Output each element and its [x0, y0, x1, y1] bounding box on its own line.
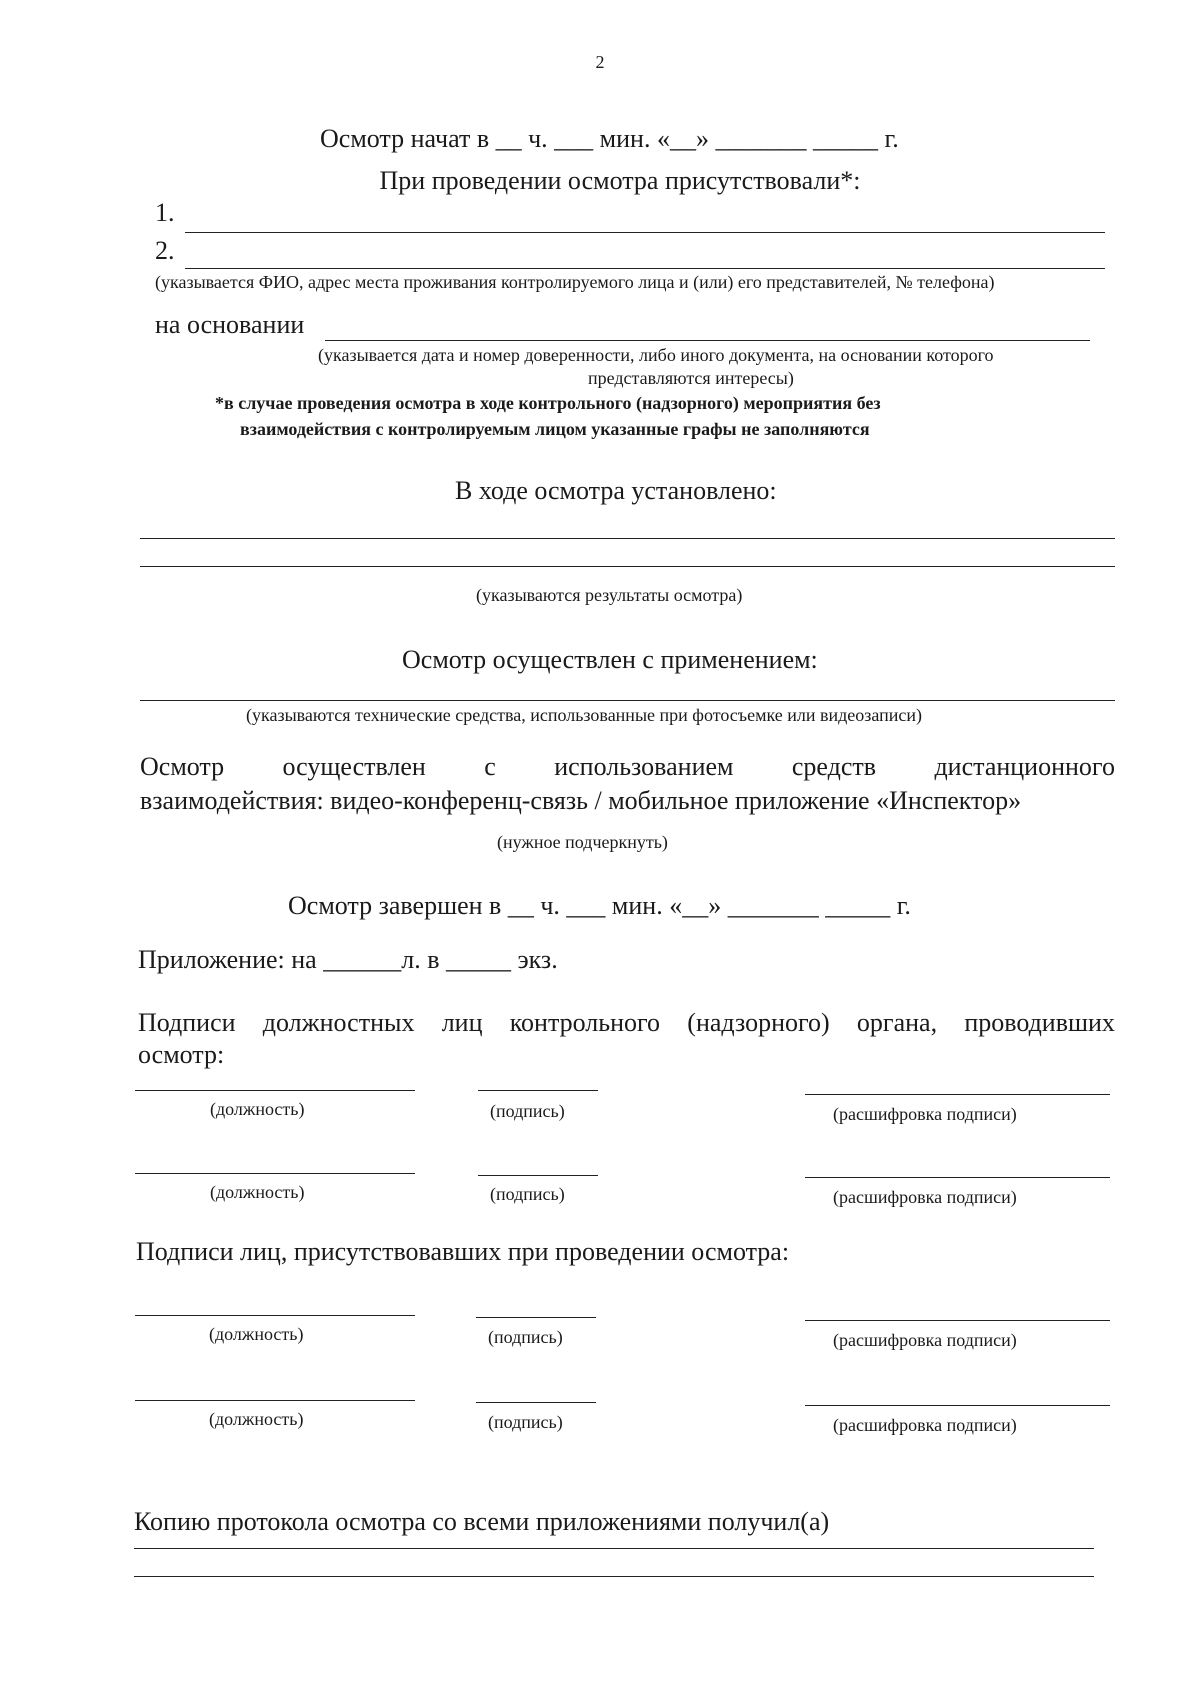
officials-heading-word: Подписи [138, 1008, 236, 1037]
attendee-1-position-label: (должность) [209, 1324, 304, 1344]
attendees-heading: Подписи лиц, присутствовавших при проведении осмотра: [136, 1237, 790, 1266]
official-2-signature-label: (подпись) [490, 1184, 565, 1204]
basis-label: на основании [155, 310, 305, 339]
officials-heading-word: (надзорного) [687, 1008, 830, 1037]
results-line-2 [140, 566, 1115, 567]
remote-note: (нужное подчеркнуть) [497, 832, 668, 852]
remote-word: средств [791, 752, 877, 781]
present-item-2-line [185, 268, 1105, 269]
equipment-note: (указываются технические средства, использованные при фотосъемке или видеозаписи) [246, 705, 923, 725]
present-item-1-number: 1. [155, 198, 175, 227]
copy-received-line-1 [134, 1548, 1094, 1549]
attendee-1-decoding-line [805, 1320, 1110, 1321]
results-heading: В ходе осмотра установлено: [455, 476, 777, 505]
page-number: 2 [595, 52, 605, 72]
official-1-position-label: (должность) [210, 1099, 305, 1119]
results-line-1 [140, 538, 1115, 539]
attendee-1-position-line [135, 1315, 415, 1316]
start-time-line: Осмотр начат в __ ч. ___ мин. «__» _______ _____ г. [320, 124, 899, 153]
attendee-2-position-label: (должность) [209, 1409, 304, 1429]
remote-word: Осмотр [140, 752, 225, 781]
official-1-decoding-label: (расшифровка подписи) [833, 1104, 1017, 1124]
end-time-line: Осмотр завершен в __ ч. ___ мин. «__» _______ _____ г. [288, 891, 911, 920]
basis-note-line1: (указывается дата и номер доверенности, либо иного документа, на основании которого [318, 345, 994, 365]
officials-heading-line2: осмотр: [138, 1040, 225, 1069]
official-2-signature-line [478, 1175, 598, 1176]
official-2-decoding-line [805, 1177, 1110, 1178]
officials-heading-word: органа, [856, 1008, 938, 1037]
attendee-2-signature-line [476, 1402, 596, 1403]
official-1-signature-line [478, 1090, 598, 1091]
officials-heading-line1 [138, 1008, 1115, 1038]
official-1-decoding-line [805, 1094, 1110, 1095]
equipment-heading: Осмотр осуществлен с применением: [402, 645, 818, 674]
present-item-2-number: 2. [155, 236, 175, 265]
attendee-2-position-line [135, 1400, 415, 1401]
attendee-2-signature-label: (подпись) [488, 1412, 563, 1432]
official-2-position-line [135, 1173, 415, 1174]
officials-heading-word: проводивших [964, 1008, 1115, 1037]
officials-heading-word: должностных [262, 1008, 415, 1037]
remote-line1 [140, 752, 1115, 782]
present-heading: При проведении осмотра присутствовали*: [379, 166, 861, 195]
footnote-line1: *в случае проведения осмотра в ходе контрольного (надзорного) мероприятия без [215, 393, 881, 413]
attendee-2-decoding-label: (расшифровка подписи) [833, 1415, 1017, 1435]
attendee-1-signature-label: (подпись) [488, 1327, 563, 1347]
officials-heading-word: контрольного [509, 1008, 661, 1037]
copy-received-line-2 [134, 1576, 1094, 1577]
attendee-1-decoding-label: (расшифровка подписи) [833, 1330, 1017, 1350]
remote-line2: взаимодействия: видео-конференц-связь / мобильное приложение «Инспектор» [140, 786, 1022, 815]
remote-word: использованием [554, 752, 734, 781]
official-1-signature-label: (подпись) [490, 1101, 565, 1121]
official-1-position-line [135, 1090, 415, 1091]
attendee-2-decoding-line [805, 1405, 1110, 1406]
remote-word: с [484, 752, 496, 781]
present-item-1-line [185, 232, 1105, 233]
equipment-line [140, 700, 1115, 701]
official-2-decoding-label: (расшифровка подписи) [833, 1187, 1017, 1207]
officials-heading-word: лиц [441, 1008, 483, 1037]
footnote-line2: взаимодействия с контролируемым лицом указанные графы не заполняются [240, 419, 870, 439]
remote-word: осуществлен [282, 752, 426, 781]
attendee-1-signature-line [476, 1317, 596, 1318]
attachment-line: Приложение: на ______л. в _____ экз. [138, 945, 558, 974]
remote-word: дистанционного [934, 752, 1115, 781]
official-2-position-label: (должность) [210, 1182, 305, 1202]
basis-note-line2: представляются интересы) [588, 368, 794, 388]
copy-received-text: Копию протокола осмотра со всеми приложениями получил(а) [134, 1507, 830, 1536]
present-note: (указывается ФИО, адрес места проживания контролируемого лица и (или) его представителей, № телефона) [155, 272, 995, 292]
basis-line [325, 340, 1090, 341]
results-note: (указываются результаты осмотра) [476, 585, 743, 605]
